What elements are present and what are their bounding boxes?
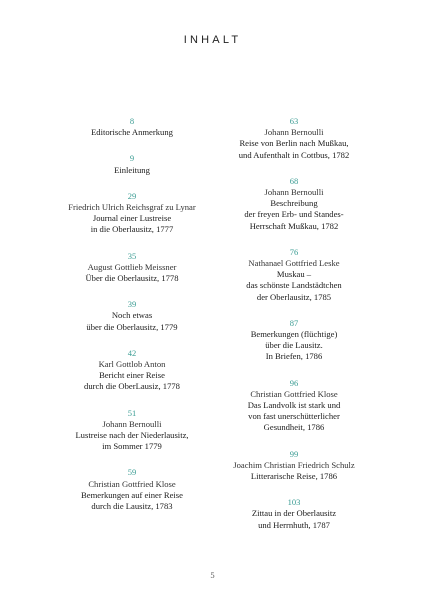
toc-title-line: Gesundheit, 1786 — [263, 422, 325, 433]
toc-title-line: Muskau – — [276, 269, 312, 280]
toc-column-right — [204, 116, 384, 546]
toc-page-number: 63 — [289, 116, 299, 126]
toc-title-line: der freyen Erb- und Standes- — [244, 209, 344, 220]
toc-title-line: im Sommer 1779 — [102, 441, 162, 452]
toc-title-line: das schönste Landstädtchen — [246, 280, 342, 291]
toc-entry[interactable] — [204, 497, 384, 531]
toc-entry[interactable] — [204, 176, 384, 232]
toc-page-number: 51 — [127, 407, 137, 418]
toc-entry[interactable] — [42, 408, 222, 453]
toc-entry[interactable] — [204, 378, 384, 434]
toc-title-line: Beschreibung — [270, 198, 318, 209]
toc-entry[interactable] — [204, 449, 384, 483]
toc-page-number: 39 — [127, 299, 137, 310]
toc-entry[interactable] — [42, 191, 222, 236]
toc-author: Friedrich Ulrich Reichsgraf zu Lynar — [68, 202, 196, 213]
toc-title-line: durch die OberLausiz, 1778 — [84, 381, 180, 392]
toc-title-line: in die Oberlausitz, 1777 — [90, 224, 174, 235]
toc-page-number: 87 — [289, 317, 299, 328]
toc-entry[interactable] — [42, 116, 222, 138]
page-title: INHALT — [183, 34, 242, 46]
toc-page-number: 103 — [287, 497, 301, 508]
toc-author: Joachim Christian Friedrich Schulz — [233, 459, 355, 470]
toc-title-line: Bemerkungen (flüchtige) — [250, 329, 338, 340]
toc-title-line: In Briefen, 1786 — [265, 351, 323, 362]
toc-author: Christian Gottfried Klose — [250, 388, 338, 399]
toc-column-left — [42, 116, 222, 527]
toc-entry[interactable] — [42, 299, 222, 333]
toc-entry[interactable] — [42, 251, 222, 285]
toc-author: Karl Gottlob Anton — [98, 359, 166, 370]
toc-author: Nathanael Gottfried Leske — [248, 258, 340, 269]
toc-title-line: Journal einer Lustreise — [92, 213, 172, 224]
toc-page-number: 68 — [289, 175, 299, 186]
toc-entry[interactable] — [42, 467, 222, 512]
toc-title-line: Bemerkungen auf einer Reise — [81, 489, 183, 500]
toc-title-line: Litterarische Reise, 1786 — [250, 471, 338, 482]
toc-title-line: Bericht einer Reise — [99, 370, 165, 381]
toc-entry[interactable] — [204, 116, 384, 161]
toc-title-line: über die Oberlausitz, 1779 — [86, 321, 178, 332]
toc-page-number: 99 — [289, 448, 299, 459]
toc-title-line: Über die Oberlausitz, 1778 — [85, 273, 179, 284]
page-number: 5 — [210, 570, 215, 580]
toc-page-number: 29 — [127, 190, 137, 201]
toc-author: Johann Bernoulli — [264, 127, 324, 138]
toc-entry[interactable] — [204, 247, 384, 303]
toc-author: Johann Bernoulli — [264, 187, 324, 198]
toc-title-line: durch die Lausitz, 1783 — [91, 501, 173, 512]
toc-title-line: Noch etwas — [111, 310, 153, 321]
toc-page-number: 59 — [127, 467, 137, 478]
toc-page-number: 35 — [127, 250, 137, 261]
toc-title-line: Lustreise nach der Niederlausitz, — [75, 430, 189, 441]
toc-page-number: 9 — [129, 153, 135, 164]
toc-title-line: Das Landvolk ist stark und — [247, 400, 341, 411]
toc-title-line: Einleitung — [114, 164, 150, 175]
toc-title-line: und Aufenthalt in Cottbus, 1782 — [238, 149, 350, 160]
toc-entry[interactable] — [42, 348, 222, 393]
toc-title-line: Editorische Anmerkung — [91, 127, 173, 138]
toc-title-line: und Herrnhuth, 1787 — [258, 519, 330, 530]
toc-title-line: von fast unerschütterlicher — [248, 411, 340, 422]
toc-author: Johann Bernoulli — [102, 418, 162, 429]
toc-page-number: 8 — [129, 116, 135, 126]
toc-title-line: über die Lausitz. — [265, 340, 323, 351]
toc-title-line: Herrschaft Mußkau, 1782 — [249, 220, 339, 231]
toc-author: August Gottlieb Meissner — [87, 261, 177, 272]
toc-title-line: Reise von Berlin nach Mußkau, — [239, 138, 349, 149]
toc-page-number: 76 — [289, 246, 299, 257]
toc-title-line: Zittau in der Oberlausitz — [251, 508, 337, 519]
toc-author: Christian Gottfried Klose — [88, 478, 176, 489]
toc-page-number: 42 — [127, 347, 137, 358]
toc-entry[interactable] — [42, 153, 222, 175]
toc-entry[interactable] — [204, 318, 384, 363]
toc-title-line: der Oberlausitz, 1785 — [256, 291, 332, 302]
toc-page-number: 96 — [289, 377, 299, 388]
